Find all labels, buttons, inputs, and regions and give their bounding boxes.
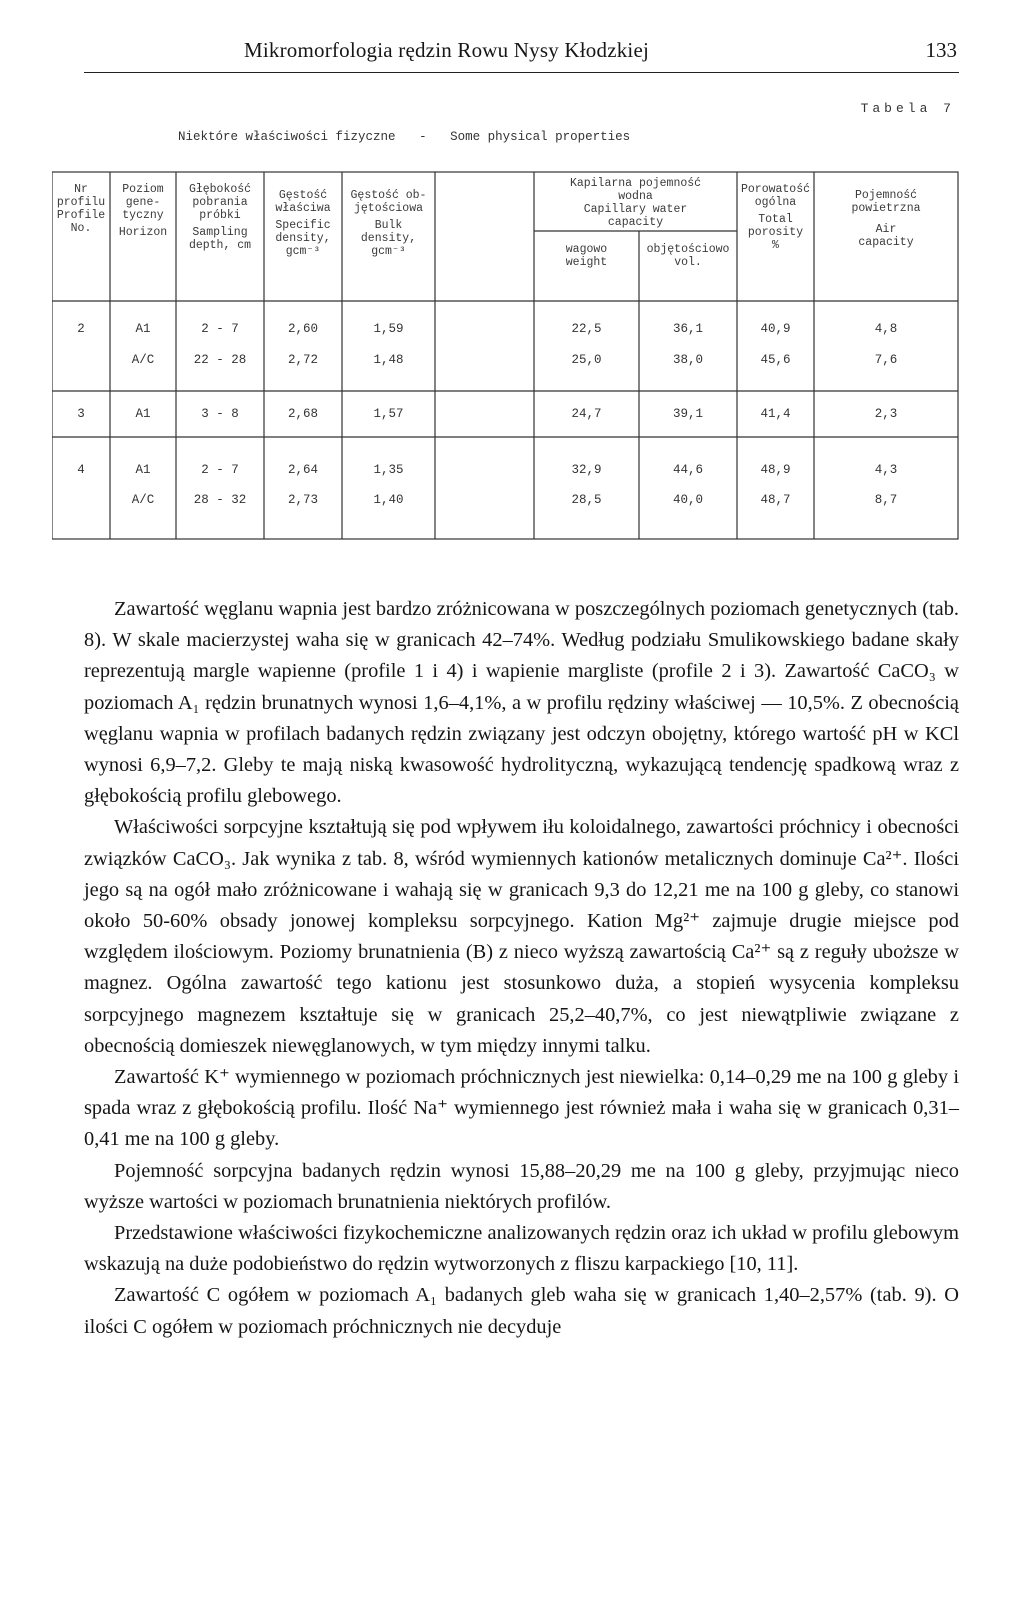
header-volume: objętościowo vol. <box>646 243 730 269</box>
header-sampling-depth: Głębokość pobrania próbki Sampling depth, cm <box>188 183 252 252</box>
paragraph: Przedstawione właściwości fizykochemiczne analizowanych rędzin oraz ich układ w profilu glebowym wskazują na duże podobieństwo do rędzin wytworzonych z fliszu karpackiego [10, 11]. <box>84 1222 959 1276</box>
header-bulk-density: Gęstość ob- jętościowa Bulk density, gcm⁻³ <box>350 189 427 258</box>
paragraph: Zawartość węglanu wapnia jest bardzo zróżnicowana w poszczególnych poziomach genetycznych (tab. 8). W skale macierzystej waha się w granicach 42–74%. Według podziału Smulikowskiego badane skały reprezentują margle wapienne (profile 1 i 4) i wapienie margliste (profile 2 i 3). Zawartość CaCO₃ w poziomach A₁ rędzin brunatnych wynosi 1,6–4,1%, a w profilu rędziny właściwej — 10,5%. Z obecnością węglanu wapnia w profilach badanych rędzin związany jest odczyn obojętny, którego wartość pH w KCl wynosi 6,9–7,2. Gleby te mają niską kwasowość hydrolityczną, wykazującą tendencję spadkową wraz z głębokością profilu glebowego. <box>84 598 959 808</box>
paragraph: Zawartość K⁺ wymiennego w poziomach próchnicznych jest niewielka: 0,14–0,29 me na 100 g gleby i spada wraz z głębokością profilu. Ilość Na⁺ wymiennego jest również mała i waha się w granicach 0,31–0,41 me na 100 g gleby. <box>84 1066 959 1151</box>
table-caption <box>178 130 878 144</box>
header-specific-density: Gęstość właściwa Specific density, gcm⁻³ <box>275 189 331 258</box>
caption-english: Some physical properties <box>450 130 631 144</box>
physical-properties-table: Nr profilu Profile No. Poziom gene- tyczny Horizon Głębokość pobrania próbki Sampling depth, cm Gęstość właściwa Specific density, gcm⁻³ Gęstość ob- jętościowa Bulk density, gcm⁻³ Kapilarna pojemność wodna Capillary water capacity wagowo weight objętościowo vol. Porowatość ogólna Total porosity % Pojemność powietrzna Air capacity 2 A1 2 - 7 2,60 1,59 22,5 36,1 40,9 4,8 A/C 22 - 28 2,72 1,48 25,0 38,0 45,6 7,6 3 A1 3 - 8 2,68 1,57 24,7 39,1 41,4 2,3 4 A1 2 - 7 2,64 1,35 32,9 44,6 48,9 4,3 A/C 28 - 32 2,73 1,40 28,5 40,0 48,7 8,7 <box>52 171 962 544</box>
paragraph: Zawartość C ogółem w poziomach A₁ badanych gleb waha się w granicach 1,40–2,57% (tab. 9). O ilości C ogółem w poziomach próchnicznych nie decyduje <box>84 1284 959 1338</box>
running-title: Mikromorfologia rędzin Rowu Nysy Kłodzkiej <box>244 38 650 62</box>
header-capillary-capacity: Kapilarna pojemność wodna Capillary water capacity <box>569 177 702 229</box>
caption-dash: - <box>419 130 427 144</box>
table-label: Tabela 7 <box>860 101 955 116</box>
running-head <box>84 30 959 73</box>
body-text <box>84 594 959 1343</box>
paragraph: Właściwości sorpcyjne kształtują się pod wpływem iłu koloidalnego, zawartości próchnicy i obecności związków CaCO₃. Jak wynika z tab. 8, wśród wymiennych kationów metalicznych dominuje Ca²⁺. Ilości jego są na ogół mało zróżnicowane i wahają się w granicach 9,3 do 12,21 me na 100 g gleby, co stanowi około 50-60% obsady jonowej kompleksu sorpcyjnego. Kation Mg²⁺ zajmuje drugie miejsce pod względem ilościowym. Poziomy brunatnienia (B) z nieco wyższą zawartością Ca²⁺ są z reguły uboższe w magnez. Ogólna zawartość tego kationu jest stosunkowo duża, a stopień wysycenia kompleksu sorpcyjnego magnezem kształtuje się w granicach 25,2–40,7%, co jest niewątpliwie związane z obecnością domieszek niewęglanowych, w tym między innymi talku. <box>84 816 959 1057</box>
header-weight: wagowo weight <box>565 243 608 269</box>
caption-polish: Niektóre właściwości fizyczne <box>178 130 396 144</box>
header-total-porosity: Porowatość ogólna Total porosity % <box>740 183 810 252</box>
header-air-capacity: Pojemność powietrzna Air capacity <box>851 189 921 249</box>
header-profile: Nr profilu Profile No. <box>56 183 106 235</box>
paragraph: Pojemność sorpcyjna badanych rędzin wynosi 15,88–20,29 me na 100 g gleby, przyjmując nieco wyższe wartości w poziomach brunatnienia niektórych profilów. <box>84 1159 959 1213</box>
header-horizon: Poziom gene- tyczny Horizon <box>118 183 168 239</box>
page-number: 133 <box>925 38 957 62</box>
